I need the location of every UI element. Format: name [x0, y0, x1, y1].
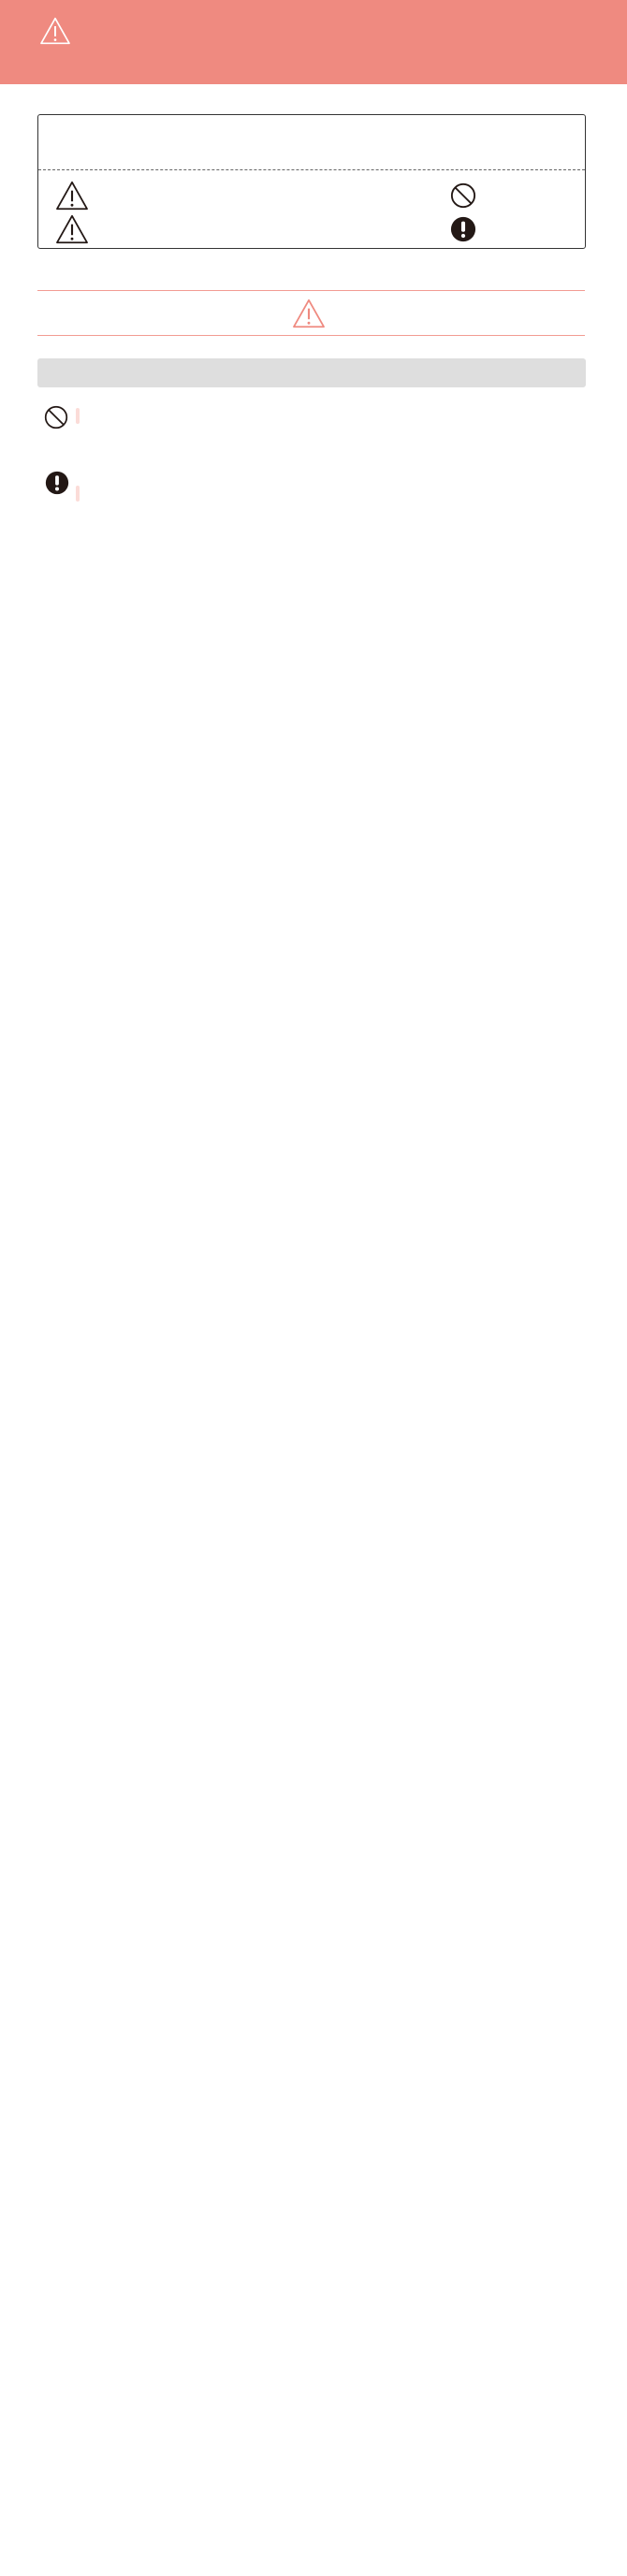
warning-triangle-icon [55, 181, 89, 211]
mandatory-icon [450, 216, 476, 242]
symptoms-item-1 [78, 406, 583, 428]
item-title [76, 486, 80, 502]
page-title-wrap [39, 17, 82, 45]
section-header-symptoms [37, 358, 586, 387]
legend-symbol-mandatory [450, 211, 486, 248]
legend-box [37, 114, 586, 249]
prohibition-icon [450, 182, 476, 209]
item-title [76, 408, 80, 424]
warning-triangle-icon [292, 298, 326, 328]
page-header [0, 0, 627, 84]
warning-triangle-icon [55, 214, 89, 244]
warning-divider [37, 290, 585, 336]
legend-row-caution [55, 211, 441, 248]
legend-divider [38, 169, 585, 170]
symptoms-item-2 [78, 484, 583, 502]
legend-row-warning [55, 177, 441, 214]
prohibition-icon [44, 405, 68, 429]
warning-triangle-icon [39, 17, 71, 45]
mandatory-icon [45, 471, 69, 495]
legend-symbol-prohibit [450, 177, 486, 214]
